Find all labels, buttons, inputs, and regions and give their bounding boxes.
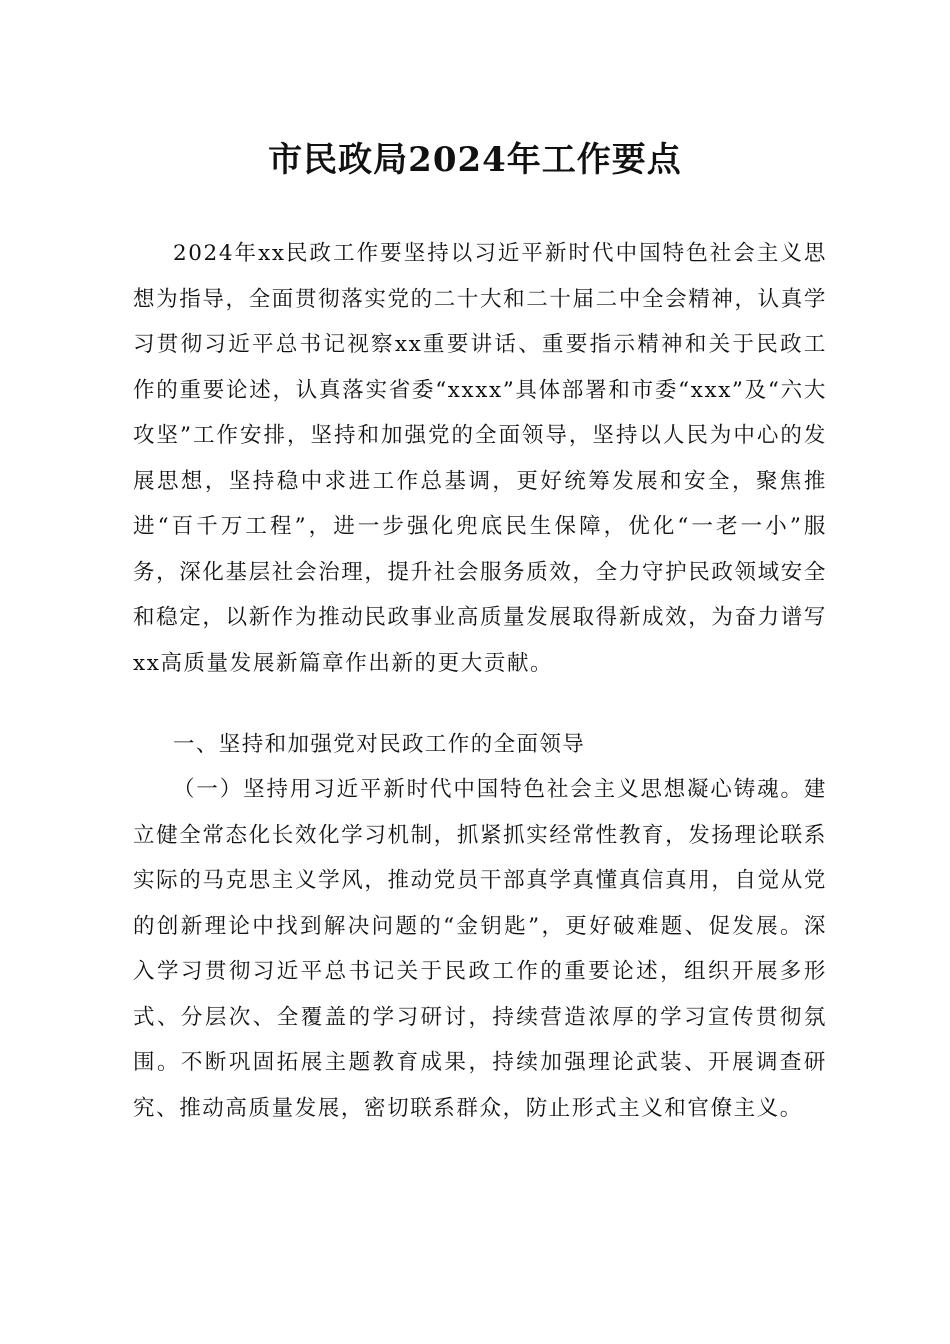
section-item-paragraph: （一）坚持用习近平新时代中国特色社会主义思想凝心铸魂。建立健全常态化长效化学习机制，抓紧抓实经常性教育，发扬理论联系实际的马克思主义学风，推动党员干部真学真懂真信真用，自觉从党的创新理论中找到解决问题的“金钥匙”，更好破难题、促发展。深入学习贯彻习近平总书记关于民政工作的重要论述，组织开展多形式、分层次、全覆盖的学习研讨，持续营造浓厚的学习宣传贯彻氛围。不断巩固拓展主题教育成果，持续加强理论武装、开展调查研究、推动高质量发展，密切联系群众，防止形式主义和官僚主义。	[133, 777, 827, 1121]
document-title: 市民政局2024年工作要点	[268, 140, 682, 180]
section-heading: 一、坚持和加强党对民政工作的全面领导	[173, 732, 586, 757]
intro-paragraph: 2024年xx民政工作要坚持以习近平新时代中国特色社会主义思想为指导，全面贯彻落实党的二十大和二十届二中全会精神，认真学习贯彻习近平总书记视察xx重要讲话、重要指示精神和关于民政工作的重要论述，认真落实省委“xxxx”具体部署和市委“xxx”及“六大攻坚”工作安排，坚持和加强党的全面领导，坚持以人民为中心的发展思想，坚持稳中求进工作总基调，更好统筹发展和安全，聚焦推进“百千万工程”，进一步强化兜底民生保障，优化“一老一小”服务，深化基层社会治理，提升社会服务质效，全力守护民政领域安全和稳定，以新作为推动民政事业高质量发展取得新成效，为奋力谱写xx高质量发展新篇章作出新的更大贡献。	[133, 241, 827, 676]
